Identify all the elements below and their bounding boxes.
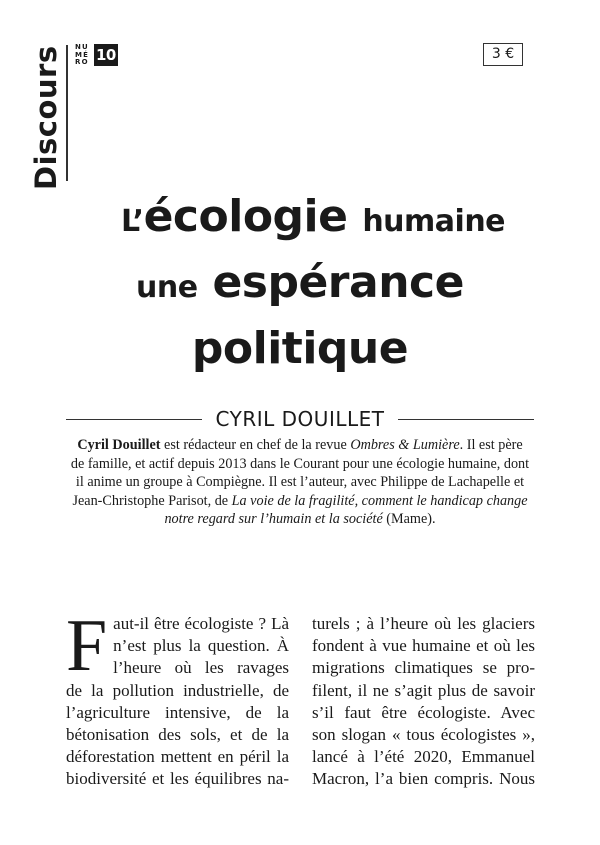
title-line-2 xyxy=(40,251,560,320)
bio-author-name: Cyril Douillet xyxy=(77,437,161,453)
bio-text: est rédacteur en chef de la revue xyxy=(160,437,351,453)
issue-label-line: MÉ xyxy=(75,50,90,59)
issue-number: 10 xyxy=(96,46,116,64)
text-line: son slogan « tous écologistes », xyxy=(312,724,535,744)
text-line: déforestation mettent en péril la xyxy=(66,747,289,767)
bio-text: . Il est père de famille, et actif depuis 2013 dans le Courant pour une écologie humaine, dont il anime un groupe à Compiègne. Il est l’auteur, avec Philippe de Lachapelle et Jean-Christophe Parisot, de xyxy=(70,437,530,509)
issue-label xyxy=(75,44,93,67)
bio-book-title: La voie de la fragilité, comment le handicap change notre regard sur l’humain et la société xyxy=(164,492,528,527)
author-name: CYRIL DOUILLET xyxy=(215,407,385,431)
drop-cap: F xyxy=(66,605,108,687)
text-line: lancé à l’été 2020, Emmanuel xyxy=(312,747,535,767)
text-line: biodiversité et les équilibres na- xyxy=(66,769,289,789)
text-line: fondent à vue humaine et où les xyxy=(312,636,535,656)
bio-journal-title: Ombres & Lumière xyxy=(350,437,460,453)
text-line: aut-il être écologiste ? Là xyxy=(113,614,289,633)
title-line-1 xyxy=(40,188,560,251)
title-prefix: L’ xyxy=(120,204,144,239)
issue-badge xyxy=(75,44,118,67)
article-title xyxy=(40,188,560,378)
title-main-word: écologie xyxy=(143,191,348,242)
header-divider xyxy=(66,45,68,181)
text-line: migrations climatiques se pro- xyxy=(312,658,535,678)
text-line: l’agriculture intensive, de la xyxy=(66,702,289,722)
text-line: s’il faut être écologiste. Avec xyxy=(312,702,535,722)
text-line: n’est plus la question. À xyxy=(113,636,289,656)
author-byline xyxy=(66,407,534,431)
title-main-word: espérance xyxy=(212,257,464,308)
byline-rule-left xyxy=(66,419,202,420)
title-prefix: une xyxy=(136,270,198,305)
text-line: filent, il ne s’agit plus de savoir xyxy=(312,680,535,700)
bio-text: (Mame). xyxy=(382,511,436,527)
text-line: de la pollution industrielle, de xyxy=(66,680,289,700)
text-line: l’heure où les ravages xyxy=(113,658,289,678)
series-name: Discours xyxy=(29,45,63,190)
text-line: Macron, l’a bien compris. Nous xyxy=(312,769,535,789)
text-line: bétonisation des sols, et de la xyxy=(66,724,289,744)
issue-label-line: NU xyxy=(75,43,89,51)
price-tag: 3 € xyxy=(483,43,523,66)
issue-label-line: RO xyxy=(75,58,89,66)
author-bio xyxy=(70,436,530,529)
body-column-right xyxy=(312,613,535,791)
title-line-3: politique xyxy=(191,323,409,374)
series-title xyxy=(22,40,62,190)
body-column-left xyxy=(66,605,289,791)
title-suffix: humaine xyxy=(362,204,506,239)
byline-rule-right xyxy=(398,419,534,420)
text-line: turels ; à l’heure où les glaciers xyxy=(312,614,535,633)
